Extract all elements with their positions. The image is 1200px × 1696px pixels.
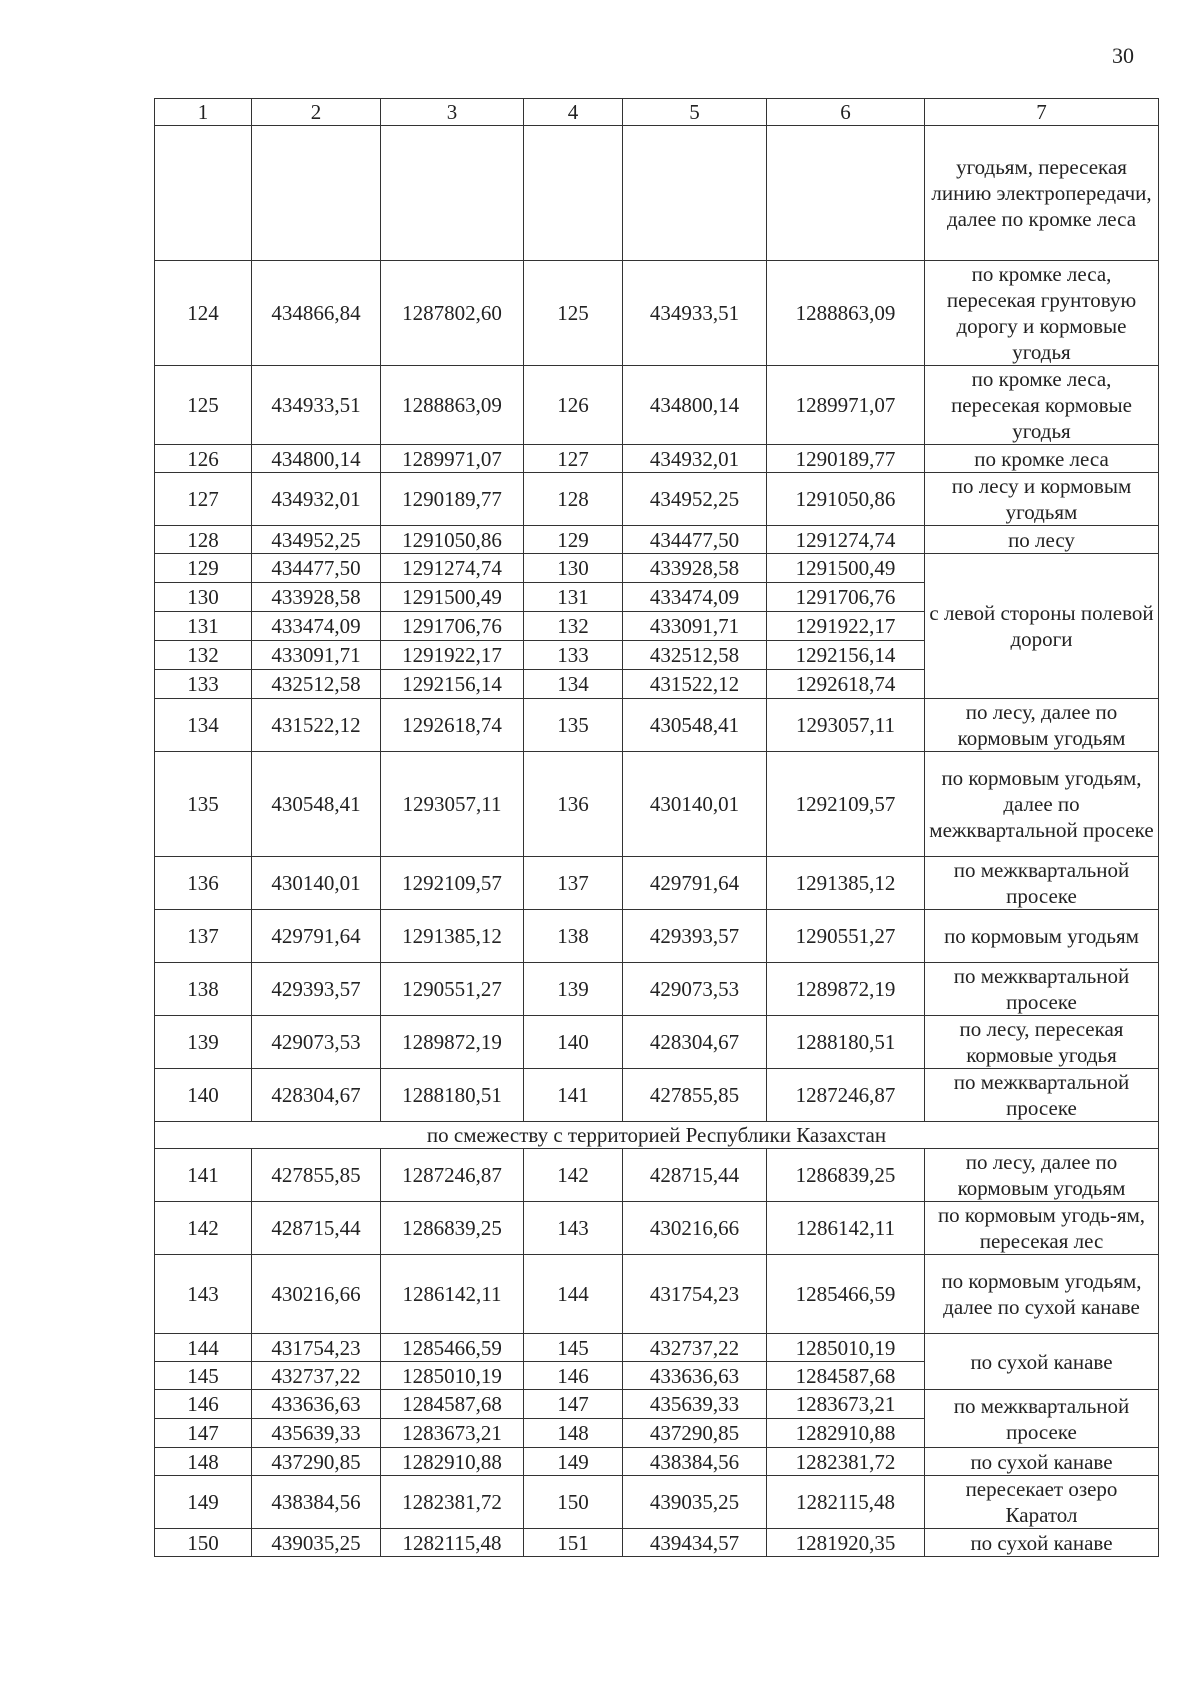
table-row <box>155 366 1159 445</box>
point-number: 132 <box>155 641 252 670</box>
next-x-coordinate: 434477,50 <box>623 526 767 554</box>
x-coordinate: 430216,66 <box>252 1255 381 1334</box>
next-point-number: 147 <box>524 1390 623 1419</box>
x-coordinate: 434866,84 <box>252 261 381 366</box>
table-row <box>155 1476 1159 1529</box>
point-number: 141 <box>155 1149 252 1202</box>
y-coordinate: 1285466,59 <box>381 1334 524 1362</box>
next-x-coordinate: 434800,14 <box>623 366 767 445</box>
boundary-table <box>154 98 1159 1557</box>
next-y-coordinate: 1291274,74 <box>767 526 925 554</box>
x-coordinate: 435639,33 <box>252 1419 381 1448</box>
table-row <box>155 1202 1159 1255</box>
next-y-coordinate: 1283673,21 <box>767 1390 925 1419</box>
y-coordinate: 1290189,77 <box>381 473 524 526</box>
point-number: 133 <box>155 670 252 699</box>
point-number: 142 <box>155 1202 252 1255</box>
boundary-description: по межквартальной просеке <box>925 1390 1159 1448</box>
point-number: 146 <box>155 1390 252 1419</box>
y-coordinate: 1290551,27 <box>381 963 524 1016</box>
table-row <box>155 1334 1159 1362</box>
next-x-coordinate: 433091,71 <box>623 612 767 641</box>
column-header: 6 <box>767 99 925 126</box>
y-coordinate: 1287802,60 <box>381 261 524 366</box>
next-point-number: 139 <box>524 963 623 1016</box>
point-number: 129 <box>155 554 252 583</box>
table-row <box>155 1448 1159 1476</box>
x-coordinate: 433091,71 <box>252 641 381 670</box>
next-y-coordinate: 1282381,72 <box>767 1448 925 1476</box>
column-header: 2 <box>252 99 381 126</box>
x-coordinate: 428304,67 <box>252 1069 381 1122</box>
next-point-number: 140 <box>524 1016 623 1069</box>
next-x-coordinate: 428715,44 <box>623 1149 767 1202</box>
boundary-description: по кромке леса, пересекая грунтовую дорогу и кормовые угодья <box>925 261 1159 366</box>
boundary-description: по сухой канаве <box>925 1448 1159 1476</box>
boundary-description: по сухой канаве <box>925 1334 1159 1390</box>
next-x-coordinate: 435639,33 <box>623 1390 767 1419</box>
next-y-coordinate: 1288863,09 <box>767 261 925 366</box>
y-coordinate: 1282381,72 <box>381 1476 524 1529</box>
table-row <box>155 1149 1159 1202</box>
y-coordinate: 1286142,11 <box>381 1255 524 1334</box>
next-y-coordinate: 1285010,19 <box>767 1334 925 1362</box>
boundary-description: по межквартальной просеке <box>925 1069 1159 1122</box>
next-y-coordinate: 1282910,88 <box>767 1419 925 1448</box>
x-coordinate: 438384,56 <box>252 1476 381 1529</box>
table-row <box>155 473 1159 526</box>
next-point-number: 133 <box>524 641 623 670</box>
point-number: 150 <box>155 1529 252 1557</box>
boundary-description: пересекает озеро Каратол <box>925 1476 1159 1529</box>
column-header: 5 <box>623 99 767 126</box>
next-x-coordinate: 432737,22 <box>623 1334 767 1362</box>
next-y-coordinate: 1292618,74 <box>767 670 925 699</box>
table-cell <box>623 126 767 261</box>
x-coordinate: 429073,53 <box>252 1016 381 1069</box>
table-row <box>155 261 1159 366</box>
point-number: 126 <box>155 445 252 473</box>
x-coordinate: 434952,25 <box>252 526 381 554</box>
next-point-number: 131 <box>524 583 623 612</box>
y-coordinate: 1286839,25 <box>381 1202 524 1255</box>
y-coordinate: 1289971,07 <box>381 445 524 473</box>
point-number: 124 <box>155 261 252 366</box>
point-number: 140 <box>155 1069 252 1122</box>
column-header: 4 <box>524 99 623 126</box>
next-point-number: 128 <box>524 473 623 526</box>
x-coordinate: 430548,41 <box>252 752 381 857</box>
table-cell <box>155 126 252 261</box>
next-point-number: 130 <box>524 554 623 583</box>
table-row <box>155 445 1159 473</box>
y-coordinate: 1287246,87 <box>381 1149 524 1202</box>
table-row <box>155 963 1159 1016</box>
next-y-coordinate: 1286142,11 <box>767 1202 925 1255</box>
point-number: 138 <box>155 963 252 1016</box>
boundary-description: по кромке леса <box>925 445 1159 473</box>
boundary-description: по кормовым угодьям, далее по сухой канаве <box>925 1255 1159 1334</box>
next-x-coordinate: 429791,64 <box>623 857 767 910</box>
x-coordinate: 431522,12 <box>252 699 381 752</box>
next-y-coordinate: 1291922,17 <box>767 612 925 641</box>
next-y-coordinate: 1291050,86 <box>767 473 925 526</box>
next-point-number: 127 <box>524 445 623 473</box>
x-coordinate: 439035,25 <box>252 1529 381 1557</box>
boundary-description: по лесу, далее по кормовым угодьям <box>925 1149 1159 1202</box>
boundary-description: по сухой канаве <box>925 1529 1159 1557</box>
point-number: 144 <box>155 1334 252 1362</box>
y-coordinate: 1289872,19 <box>381 1016 524 1069</box>
next-point-number: 136 <box>524 752 623 857</box>
table-row <box>155 1016 1159 1069</box>
next-x-coordinate: 433928,58 <box>623 554 767 583</box>
boundary-description: по лесу и кормовым угодьям <box>925 473 1159 526</box>
next-point-number: 137 <box>524 857 623 910</box>
table-row <box>155 1529 1159 1557</box>
next-point-number: 144 <box>524 1255 623 1334</box>
y-coordinate: 1284587,68 <box>381 1390 524 1419</box>
next-point-number: 146 <box>524 1362 623 1390</box>
next-x-coordinate: 430140,01 <box>623 752 767 857</box>
point-number: 143 <box>155 1255 252 1334</box>
next-point-number: 151 <box>524 1529 623 1557</box>
table-row <box>155 910 1159 963</box>
next-y-coordinate: 1291385,12 <box>767 857 925 910</box>
point-number: 147 <box>155 1419 252 1448</box>
x-coordinate: 437290,85 <box>252 1448 381 1476</box>
boundary-description: угодьям, пересекая линию электропередачи, далее по кромке леса <box>925 126 1159 261</box>
x-coordinate: 432512,58 <box>252 670 381 699</box>
section-heading: по смежеству с территорией Республики Казахстан <box>155 1122 1159 1149</box>
x-coordinate: 427855,85 <box>252 1149 381 1202</box>
next-point-number: 129 <box>524 526 623 554</box>
next-x-coordinate: 431522,12 <box>623 670 767 699</box>
x-coordinate: 434800,14 <box>252 445 381 473</box>
y-coordinate: 1282115,48 <box>381 1529 524 1557</box>
boundary-description: по межквартальной просеке <box>925 963 1159 1016</box>
x-coordinate: 434477,50 <box>252 554 381 583</box>
next-point-number: 143 <box>524 1202 623 1255</box>
y-coordinate: 1291385,12 <box>381 910 524 963</box>
x-coordinate: 429791,64 <box>252 910 381 963</box>
next-point-number: 145 <box>524 1334 623 1362</box>
next-y-coordinate: 1289872,19 <box>767 963 925 1016</box>
x-coordinate: 428715,44 <box>252 1202 381 1255</box>
table-row <box>155 699 1159 752</box>
next-y-coordinate: 1291706,76 <box>767 583 925 612</box>
y-coordinate: 1285010,19 <box>381 1362 524 1390</box>
boundary-description: по кромке леса, пересекая кормовые угодья <box>925 366 1159 445</box>
section-row <box>155 1122 1159 1149</box>
y-coordinate: 1293057,11 <box>381 752 524 857</box>
next-point-number: 142 <box>524 1149 623 1202</box>
next-y-coordinate: 1284587,68 <box>767 1362 925 1390</box>
table-row <box>155 1390 1159 1419</box>
x-coordinate: 432737,22 <box>252 1362 381 1390</box>
next-y-coordinate: 1288180,51 <box>767 1016 925 1069</box>
table-cell <box>524 126 623 261</box>
x-coordinate: 433474,09 <box>252 612 381 641</box>
y-coordinate: 1291706,76 <box>381 612 524 641</box>
table-cell <box>381 126 524 261</box>
y-coordinate: 1291050,86 <box>381 526 524 554</box>
point-number: 139 <box>155 1016 252 1069</box>
boundary-description: по кормовым угодьям <box>925 910 1159 963</box>
next-x-coordinate: 438384,56 <box>623 1448 767 1476</box>
page-number: 30 <box>1112 43 1134 68</box>
next-y-coordinate: 1290551,27 <box>767 910 925 963</box>
next-x-coordinate: 439434,57 <box>623 1529 767 1557</box>
x-coordinate: 430140,01 <box>252 857 381 910</box>
next-point-number: 148 <box>524 1419 623 1448</box>
next-y-coordinate: 1290189,77 <box>767 445 925 473</box>
next-point-number: 126 <box>524 366 623 445</box>
y-coordinate: 1282910,88 <box>381 1448 524 1476</box>
column-header: 7 <box>925 99 1159 126</box>
y-coordinate: 1292156,14 <box>381 670 524 699</box>
next-x-coordinate: 429073,53 <box>623 963 767 1016</box>
next-x-coordinate: 430548,41 <box>623 699 767 752</box>
next-y-coordinate: 1281920,35 <box>767 1529 925 1557</box>
boundary-description: с левой стороны полевой дороги <box>925 554 1159 699</box>
header-row <box>155 99 1159 126</box>
boundary-description: по лесу <box>925 526 1159 554</box>
next-y-coordinate: 1292109,57 <box>767 752 925 857</box>
next-point-number: 141 <box>524 1069 623 1122</box>
next-y-coordinate: 1291500,49 <box>767 554 925 583</box>
point-number: 135 <box>155 752 252 857</box>
next-y-coordinate: 1289971,07 <box>767 366 925 445</box>
boundary-description: по кормовым угодьям, далее по межквартальной просеке <box>925 752 1159 857</box>
y-coordinate: 1291274,74 <box>381 554 524 583</box>
next-y-coordinate: 1285466,59 <box>767 1255 925 1334</box>
table-row <box>155 554 1159 583</box>
next-x-coordinate: 434932,01 <box>623 445 767 473</box>
boundary-description: по кормовым угодь-ям, пересекая лес <box>925 1202 1159 1255</box>
next-point-number: 135 <box>524 699 623 752</box>
point-number: 128 <box>155 526 252 554</box>
next-x-coordinate: 433636,63 <box>623 1362 767 1390</box>
y-coordinate: 1291922,17 <box>381 641 524 670</box>
point-number: 136 <box>155 857 252 910</box>
next-x-coordinate: 428304,67 <box>623 1016 767 1069</box>
next-x-coordinate: 429393,57 <box>623 910 767 963</box>
y-coordinate: 1283673,21 <box>381 1419 524 1448</box>
point-number: 137 <box>155 910 252 963</box>
boundary-description: по лесу, пересекая кормовые угодья <box>925 1016 1159 1069</box>
point-number: 148 <box>155 1448 252 1476</box>
next-x-coordinate: 434952,25 <box>623 473 767 526</box>
point-number: 131 <box>155 612 252 641</box>
y-coordinate: 1291500,49 <box>381 583 524 612</box>
point-number: 130 <box>155 583 252 612</box>
column-header: 1 <box>155 99 252 126</box>
next-x-coordinate: 437290,85 <box>623 1419 767 1448</box>
point-number: 134 <box>155 699 252 752</box>
y-coordinate: 1292109,57 <box>381 857 524 910</box>
y-coordinate: 1288180,51 <box>381 1069 524 1122</box>
next-x-coordinate: 427855,85 <box>623 1069 767 1122</box>
table-row <box>155 752 1159 857</box>
next-point-number: 125 <box>524 261 623 366</box>
next-point-number: 149 <box>524 1448 623 1476</box>
x-coordinate: 434932,01 <box>252 473 381 526</box>
next-x-coordinate: 431754,23 <box>623 1255 767 1334</box>
table-row <box>155 526 1159 554</box>
table-row <box>155 126 1159 261</box>
next-x-coordinate: 434933,51 <box>623 261 767 366</box>
table-row <box>155 1255 1159 1334</box>
column-header: 3 <box>381 99 524 126</box>
table-row <box>155 1069 1159 1122</box>
next-x-coordinate: 439035,25 <box>623 1476 767 1529</box>
y-coordinate: 1292618,74 <box>381 699 524 752</box>
point-number: 125 <box>155 366 252 445</box>
next-y-coordinate: 1286839,25 <box>767 1149 925 1202</box>
point-number: 127 <box>155 473 252 526</box>
next-point-number: 134 <box>524 670 623 699</box>
boundary-description: по лесу, далее по кормовым угодьям <box>925 699 1159 752</box>
next-y-coordinate: 1282115,48 <box>767 1476 925 1529</box>
x-coordinate: 434933,51 <box>252 366 381 445</box>
x-coordinate: 433636,63 <box>252 1390 381 1419</box>
next-point-number: 150 <box>524 1476 623 1529</box>
y-coordinate: 1288863,09 <box>381 366 524 445</box>
next-y-coordinate: 1293057,11 <box>767 699 925 752</box>
next-point-number: 132 <box>524 612 623 641</box>
next-x-coordinate: 433474,09 <box>623 583 767 612</box>
next-point-number: 138 <box>524 910 623 963</box>
next-y-coordinate: 1292156,14 <box>767 641 925 670</box>
next-y-coordinate: 1287246,87 <box>767 1069 925 1122</box>
table-cell <box>767 126 925 261</box>
x-coordinate: 433928,58 <box>252 583 381 612</box>
table-row <box>155 857 1159 910</box>
next-x-coordinate: 430216,66 <box>623 1202 767 1255</box>
point-number: 149 <box>155 1476 252 1529</box>
x-coordinate: 429393,57 <box>252 963 381 1016</box>
point-number: 145 <box>155 1362 252 1390</box>
table-cell <box>252 126 381 261</box>
x-coordinate: 431754,23 <box>252 1334 381 1362</box>
boundary-description: по межквартальной просеке <box>925 857 1159 910</box>
next-x-coordinate: 432512,58 <box>623 641 767 670</box>
